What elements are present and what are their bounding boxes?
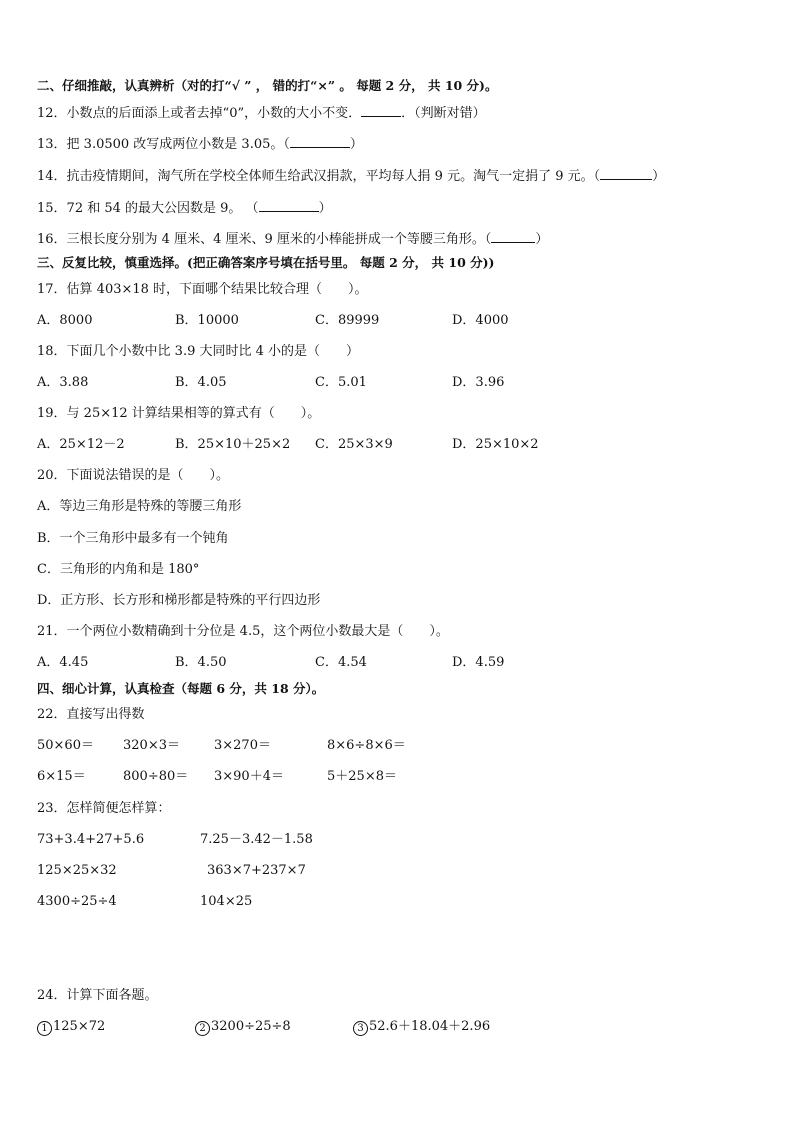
- q13-text: 13．把 3.0500 改写成两位小数是 3.05。（: [37, 137, 290, 152]
- q17-option-a[interactable]: A．8000: [37, 313, 93, 328]
- q16-text: 16．三根长度分别为 4 厘米、4 厘米、9 厘米的小棒能拼成一个等腰三角形。（: [37, 232, 492, 247]
- q20-option-a[interactable]: A．等边三角形是特殊的等腰三角形: [37, 499, 242, 514]
- q18-option-d[interactable]: D．3.96: [452, 375, 505, 390]
- question-15: [37, 199, 332, 217]
- q22-title: 22．直接写出得数: [37, 707, 145, 722]
- q17-option-b[interactable]: B．10000: [175, 313, 239, 328]
- q22-expr: 3×90＋4＝: [214, 769, 284, 784]
- section4-header: 四、细心计算，认真检查（每题 6 分，共 18 分）。: [37, 681, 325, 696]
- q22-expr: 5＋25×8＝: [327, 769, 397, 784]
- section2-header: 二、仔细推敲，认真辨析（对的打“√ ” ， 错的打“×” 。 每题 2 分， 共 10 分)。: [37, 78, 498, 93]
- q24-item: [195, 1019, 291, 1036]
- q22-expr: 800÷80＝: [123, 769, 189, 784]
- q15-text: 15．72 和 54 的最大公因数是 9。 （: [37, 201, 259, 216]
- q18-option-a[interactable]: A．3.88: [37, 375, 89, 390]
- question-14: [37, 167, 665, 185]
- q22-expr: 8×6÷8×6＝: [327, 738, 406, 753]
- question-12: [37, 104, 486, 122]
- q19-option-c[interactable]: C．25×3×9: [315, 437, 393, 452]
- q14-text-end: ）: [652, 169, 666, 184]
- q21-option-c[interactable]: C．4.54: [315, 655, 367, 670]
- q24-expr: 52.6＋18.04＋2.96: [369, 1019, 491, 1034]
- q13-text-end: ）: [349, 137, 363, 152]
- q18-option-c[interactable]: C．5.01: [315, 375, 367, 390]
- q18-stem: 18．下面几个小数中比 3.9 大同时比 4 小的是（ ）: [37, 344, 360, 359]
- section3-header: 三、反复比较，慎重选择。(把正确答案序号填在括号里。 每题 2 分， 共 10 分)): [37, 255, 495, 270]
- question-16: [37, 230, 548, 248]
- q23-expr: 4300÷25÷4: [37, 894, 117, 909]
- q23-title: 23．怎样简便怎样算：: [37, 801, 171, 816]
- q23-expr: 363×7+237×7: [207, 863, 306, 878]
- q21-stem: 21．一个两位小数精确到十分位是 4.5，这个两位小数最大是（ ）。: [37, 624, 449, 639]
- q19-option-b[interactable]: B．25×10＋25×2: [175, 437, 291, 452]
- q23-expr: 73+3.4+27+5.6: [37, 832, 145, 847]
- q17-stem: 17．估算 403×18 时，下面哪个结果比较合理（ ）。: [37, 282, 368, 297]
- q14-text: 14．抗击疫情期间，淘气所在学校全体师生给武汉捐款，平均每人捐 9 元。淘气一定捐了 9 元。（: [37, 169, 601, 184]
- q23-expr: 125×25×32: [37, 863, 117, 878]
- q12-answer-blank[interactable]: [361, 104, 401, 117]
- q22-expr: 6×15＝: [37, 769, 86, 784]
- q12-text-end: ．（判断对错）: [401, 106, 486, 121]
- q21-option-d[interactable]: D．4.59: [452, 655, 505, 670]
- q20-option-b[interactable]: B．一个三角形中最多有一个钝角: [37, 531, 229, 546]
- q21-option-b[interactable]: B．4.50: [175, 655, 227, 670]
- q19-option-d[interactable]: D．25×10×2: [452, 437, 539, 452]
- q20-option-d[interactable]: D．正方形、长方形和梯形都是特殊的平行四边形: [37, 593, 321, 608]
- q17-option-d[interactable]: D．4000: [452, 313, 509, 328]
- question-13: [37, 135, 363, 153]
- q17-option-c[interactable]: C．89999: [315, 313, 380, 328]
- q15-text-end: ）: [318, 201, 332, 216]
- circled-number: 1: [37, 1021, 52, 1036]
- q24-item: [353, 1019, 490, 1036]
- q24-title: 24．计算下面各题。: [37, 988, 158, 1003]
- q22-expr: 3×270＝: [214, 738, 271, 753]
- q19-option-a[interactable]: A．25×12－2: [37, 437, 125, 452]
- q14-answer-blank[interactable]: [600, 167, 652, 180]
- q13-answer-blank[interactable]: [290, 135, 350, 148]
- q19-stem: 19．与 25×12 计算结果相等的算式有（ ）。: [37, 406, 321, 421]
- circled-number: 3: [353, 1021, 368, 1036]
- q20-stem: 20．下面说法错误的是（ ）。: [37, 468, 230, 483]
- q16-text-end: ）: [535, 232, 549, 247]
- q16-answer-blank[interactable]: [491, 230, 535, 243]
- circled-number: 2: [195, 1021, 210, 1036]
- q20-option-c[interactable]: C．三角形的内角和是 180°: [37, 562, 200, 577]
- q24-item: [37, 1019, 105, 1036]
- q12-text: 12．小数点的后面添上或者去掉“0”，小数的大小不变．: [37, 106, 362, 121]
- q22-expr: 50×60＝: [37, 738, 94, 753]
- q23-expr: 7.25－3.42－1.58: [200, 832, 313, 847]
- q18-option-b[interactable]: B．4.05: [175, 375, 227, 390]
- q21-option-a[interactable]: A．4.45: [37, 655, 89, 670]
- q24-expr: 125×72: [53, 1019, 106, 1034]
- q24-expr: 3200÷25÷8: [211, 1019, 291, 1034]
- q23-expr: 104×25: [200, 894, 253, 909]
- q22-expr: 320×3＝: [123, 738, 180, 753]
- q15-answer-blank[interactable]: [259, 199, 319, 212]
